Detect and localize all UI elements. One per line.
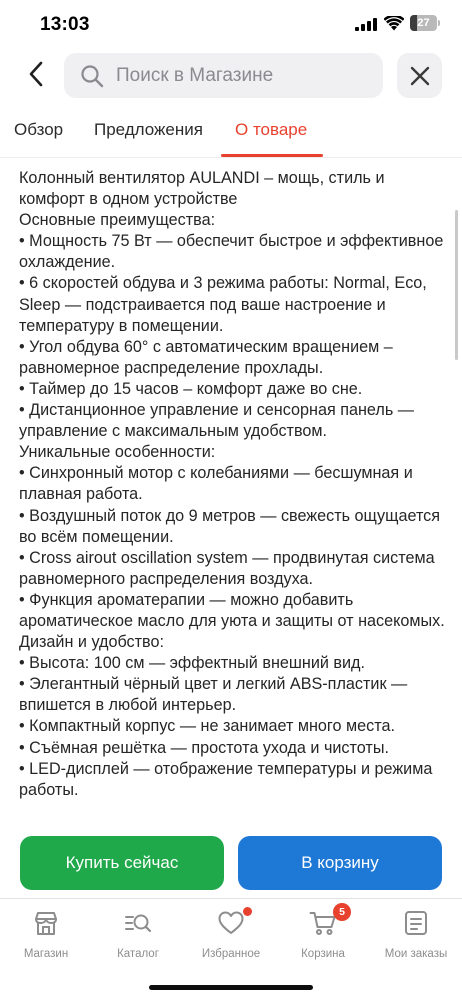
description-line: Основные преимущества: [19,211,216,230]
description-line: • Синхронный мотор с колебаниями — бесшумная и плавная работа. [19,464,413,504]
nav-item-orders[interactable] [370,907,462,967]
product-description [19,168,447,801]
nav-item-favorites[interactable] [185,907,277,967]
nav-label: Мои заказы [384,948,448,960]
chevron-left-icon [26,60,46,88]
add-to-cart-button[interactable]: В корзину [238,836,442,890]
search-icon [80,64,104,88]
description-line: • Съёмная решётка — простота ухода и чистоты. [19,738,389,757]
tab-about-product[interactable]: О товаре [235,120,308,139]
heart-icon [217,909,245,937]
notification-dot [243,907,252,916]
catalog-search-icon [124,909,152,937]
nav-label: Избранное [201,948,261,960]
nav-item-cart[interactable] [277,907,369,967]
signal-icon [355,18,377,31]
close-icon [410,66,430,86]
description-line: • Функция ароматерапии — можно добавить ароматическое масло для уюта и защиты от насекомых. [19,590,445,630]
description-line: • Дистанционное управление и сенсорная панель — управление с максимальным удобством. [19,401,414,441]
description-line: • Таймер до 15 часов – комфорт даже во сне. [19,379,363,398]
description-line: Колонный вентилятор AULANDI – мощь, стиль и комфорт в одном устройстве [19,169,385,209]
description-line: • LED-дисплей — отображение температуры и режима работы. [19,759,433,799]
orders-icon [402,909,430,937]
nav-label: Каталог [117,948,159,960]
status-time: 13:03 [40,14,90,35]
nav-label: Магазин [23,948,69,960]
close-button[interactable] [397,53,442,98]
nav-item-catalog[interactable] [92,907,184,967]
description-line: Дизайн и удобство: [19,633,164,652]
description-line: • Высота: 100 см — эффектный внешний вид. [19,654,365,673]
tabs-divider [0,157,462,158]
store-icon [32,909,60,937]
battery-icon [410,15,440,31]
product-tabs [0,112,462,158]
nav-label: Корзина [301,948,345,960]
description-line: • Элегантный чёрный цвет и легкий ABS-пластик — впишется в любой интерьер. [19,675,408,715]
tab-offers[interactable]: Предложения [94,120,203,139]
search-box[interactable] [64,53,383,98]
description-line: • Компактный корпус — не занимает много места. [19,717,395,736]
tab-overview[interactable]: Обзор [14,120,64,139]
description-line: • Cross airout oscillation system — продвинутая система равномерного распределения воздуха. [19,548,435,588]
description-line: • Воздушный поток до 9 метров — свежесть ощущается во всём помещении. [19,506,441,546]
bottom-nav [0,899,462,999]
cart-count-badge: 5 [333,903,351,921]
battery-tip [438,20,440,26]
search-input[interactable] [116,53,376,98]
description-line: • Угол обдува 60° с автоматическим вращением – равномерное распределение прохлады. [19,337,393,377]
description-line: • Мощность 75 Вт — обеспечит быстрое и эффективное охлаждение. [19,232,444,272]
status-bar [0,0,462,48]
description-line: • 6 скоростей обдува и 3 режима работы: Normal, Eco, Sleep — подстраивается под ваше настроение и температуру в помещении. [19,274,427,335]
scrollbar[interactable] [455,210,458,360]
nav-item-store[interactable] [0,907,92,967]
home-indicator [149,985,313,990]
battery-level: 27 [417,17,430,29]
wifi-icon [384,16,404,31]
back-button[interactable] [18,56,54,92]
description-line: Уникальные особенности: [19,443,216,462]
buy-now-button[interactable]: Купить сейчас [20,836,224,890]
